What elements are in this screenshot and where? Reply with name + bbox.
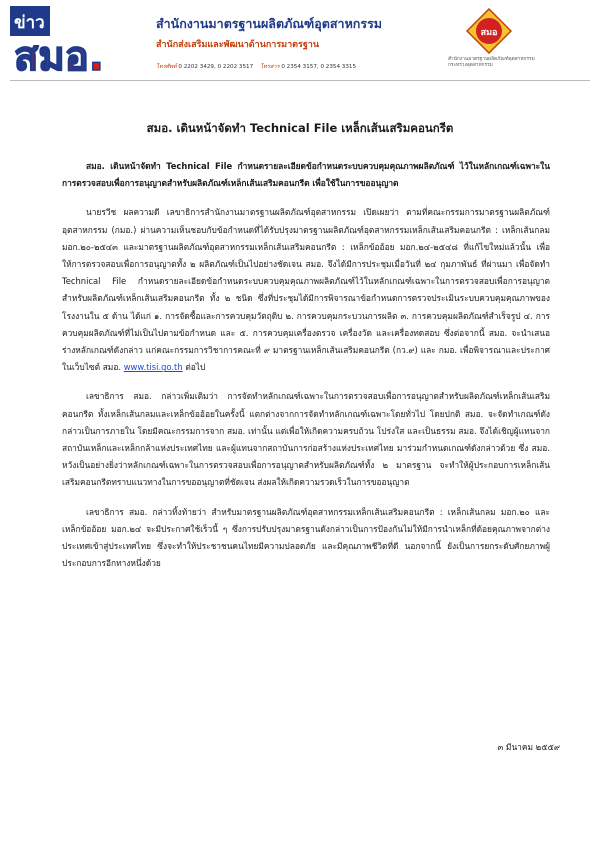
svg-text:ข่าว: ข่าว (14, 13, 45, 33)
paragraph-1-tail: ต่อไป (182, 362, 206, 373)
article-lead: สมอ. เดินหน้าจัดทำ Technical File กำหนดรายละเอียดข้อกำหนดระบบควบคุมคุณภาพผลิตภัณฑ์ ไว้ในหลักเกณฑ์เฉพาะในการตรวจสอบเพื่อการอนุญาตสำหรับผลิตภัณฑ์เหล็กเส้นเสริมคอนกรีต เพื่อใช้ในการขออนุญาต (62, 161, 550, 189)
svg-text:สมอ: สมอ (480, 28, 498, 38)
fax-label: โทรสาร (260, 64, 280, 70)
tisi-website-link[interactable]: www.tisi.go.th (123, 362, 183, 373)
phone-label: โทรศัพท์ (156, 64, 177, 70)
publish-date: ๓ มีนาคม ๒๕๕๙ (497, 742, 560, 752)
contact-line (156, 63, 446, 71)
header-text-block (156, 14, 446, 71)
header-divider (10, 80, 590, 81)
paragraph-2: เลขาธิการ สมอ. กล่าวเพิ่มเติมว่า การจัดทำหลักเกณฑ์เฉพาะในการตรวจสอบเพื่อการอนุญาตสำหรับผลิตภัณฑ์เหล็กเส้นเสริมคอนกรีต ทั้งเหล็กเส้นกลมและเหล็กข้ออ้อยในครั้งนี้ แตกต่างจากการจัดทำหลักเกณฑ์เฉพาะโดยทั่วไป โดยปกติ สมอ. จะจัดทำเกณฑ์ดังกล่าวเป็นการภายใน โดยมีคณะกรรมการจาก สมอ. เท่านั้น แต่เพื่อให้เกิดความครบถ้วน โปร่งใส และเป็นธรรม สมอ. จึงได้เชิญผู้แทนจากสถาบันเหล็กและเหล็กกล้าแห่งประเทศไทย และผู้แทนจากสถาบันการก่อสร้างแห่งประเทศไทย มาร่วมกำหนดเกณฑ์ดังกล่าวด้วย ซึ่ง สมอ. หวังเป็นอย่างยิ่งว่าหลักเกณฑ์เฉพาะในการตรวจสอบเพื่อการอนุญาตสำหรับผลิตภัณฑ์ทั้ง ๒ มาตรฐาน จะทำให้ผู้ประกอบการเหล็กเส้นเสริมคอนกรีตทราบแนวทางในการขออนุญาตที่ชัดเจน ส่งผลให้เกิดความรวดเร็วในการขออนุญาต (62, 391, 550, 488)
organization-subtitle: สำนักส่งเสริมและพัฒนาด้านการมาตรฐาน (156, 40, 320, 50)
tisi-seal-logo (466, 8, 512, 54)
fax-number: 0 2354 3157, 0 2354 3315 (281, 64, 357, 70)
page-header (0, 0, 600, 80)
article-body (62, 158, 550, 584)
paragraph-1-text: นายรวีช ผลความดี เลขาธิการสำนักงานมาตรฐานผลิตภัณฑ์อุตสาหกรรม เปิดเผยว่า ตามที่คณะกรรมการมาตรฐานผลิตภัณฑ์อุตสาหกรรม (กมอ.) ผ่านความเห็นชอบกับข้อกำหนดที่ได้รับปรุงมาตรฐานผลิตภัณฑ์อุตสาหกรรมเหล็กเส้นเสริมคอนกรีต : เหล็กเส้นกลม มอก.๒๐-๒๕๔๓ และมาตรฐานผลิตภัณฑ์อุตสาหกรรมเหล็กเส้นเสริมคอนกรีต : เหล็กข้ออ้อย มอก.๒๔-๒๕๔๘ ที่แก้ไขใหม่แล้วนั้น เพื่อให้การตรวจสอบเพื่อการอนุญาตทั้ง ๒ ผลิตภัณฑ์เป็นไปอย่างชัดเจน สมอ. จึงได้มีการประชุมเมื่อวันที่ ๒๔ กุมภาพันธ์ ที่ผ่านมา เพื่อจัดทำ Technical File กำหนดรายละเอียดข้อกำหนดระบบควบคุมคุณภาพผลิตภัณฑ์ไว้ในหลักเกณฑ์เฉพาะในการตรวจสอบเพื่อการอนุญาตสำหรับผลิตภัณฑ์เหล็กเส้นเสริมคอนกรีต ทั้ง ๒ ชนิด ซึ่งที่ประชุมได้มีการพิจารณาข้อกำหนดการตรวจประเมินระบบควบคุมคุณภาพของโรงงานใน ๕ ด้าน ได้แก่ ๑. การจัดซื้อและการควบคุมวัตถุดิบ ๒. การควบคุมกระบวนการผลิต ๓. การควบคุมผลิตภัณฑ์สำเร็จรูป ๔. การควบคุมผลิตภัณฑ์ที่ไม่เป็นไปตามข้อกำหนด และ ๕. การควบคุมเครื่องตรวจ เครื่องวัด และเครื่องทดสอบ ซึ่งต่อจากนี้ สมอ. จะนำเสนอร่างหลักเกณฑ์ดังกล่าว แก่คณะกรรมการวิชาการคณะที่ ๙ มาตรฐานเหล็กเส้นเสริมคอนกรีต (กว.๙) และ กมอ. เพื่อพิจารณาและประกาศในเว็บไซต์ สมอ. (62, 207, 550, 373)
seal-caption-line-1: สำนักงานมาตรฐานผลิตภัณฑ์อุตสาหกรรม (448, 57, 535, 62)
paragraph-1 (62, 204, 550, 376)
phone-number: 0 2202 3429, 0 2202 3517 (178, 64, 254, 70)
paragraph-3: เลขาธิการ สมอ. กล่าวทิ้งท้ายว่า สำหรับมาตรฐานผลิตภัณฑ์อุตสาหกรรมเหล็กเส้นเสริมคอนกรีต : เหล็กเส้นกลม มอก.๒๐ และเหล็กข้ออ้อย มอก.๒๔ จะมีประกาศใช้เร็วนี้ ๆ ซึ่งการปรับปรุงมาตรฐานดังกล่าวเป็นการป้องกันไม่ให้มีการนำเหล็กที่ด้อยคุณภาพจากต่างประเทศเข้าสู่ประเทศไทย ซึ่งจะทำให้ประชาชนคนไทยมีความปลอดภัย และมีคุณภาพชีวิตที่ดี นอกจากนี้ ยังเป็นการยกระดับศักยภาพผู้ประกอบการอีกทางหนึ่งด้วย (62, 506, 550, 569)
seal-caption (448, 57, 598, 69)
news-logo (10, 6, 148, 76)
seal-caption-line-2: กระทรวงอุตสาหกรรม (448, 63, 493, 68)
svg-text:สมอ.: สมอ. (14, 34, 104, 76)
article-title: สมอ. เดินหน้าจัดทำ Technical File เหล็กเส้นเสริมคอนกรีต (146, 121, 454, 135)
organization-title: สำนักงานมาตรฐานผลิตภัณฑ์อุตสาหกรรม (156, 16, 383, 31)
